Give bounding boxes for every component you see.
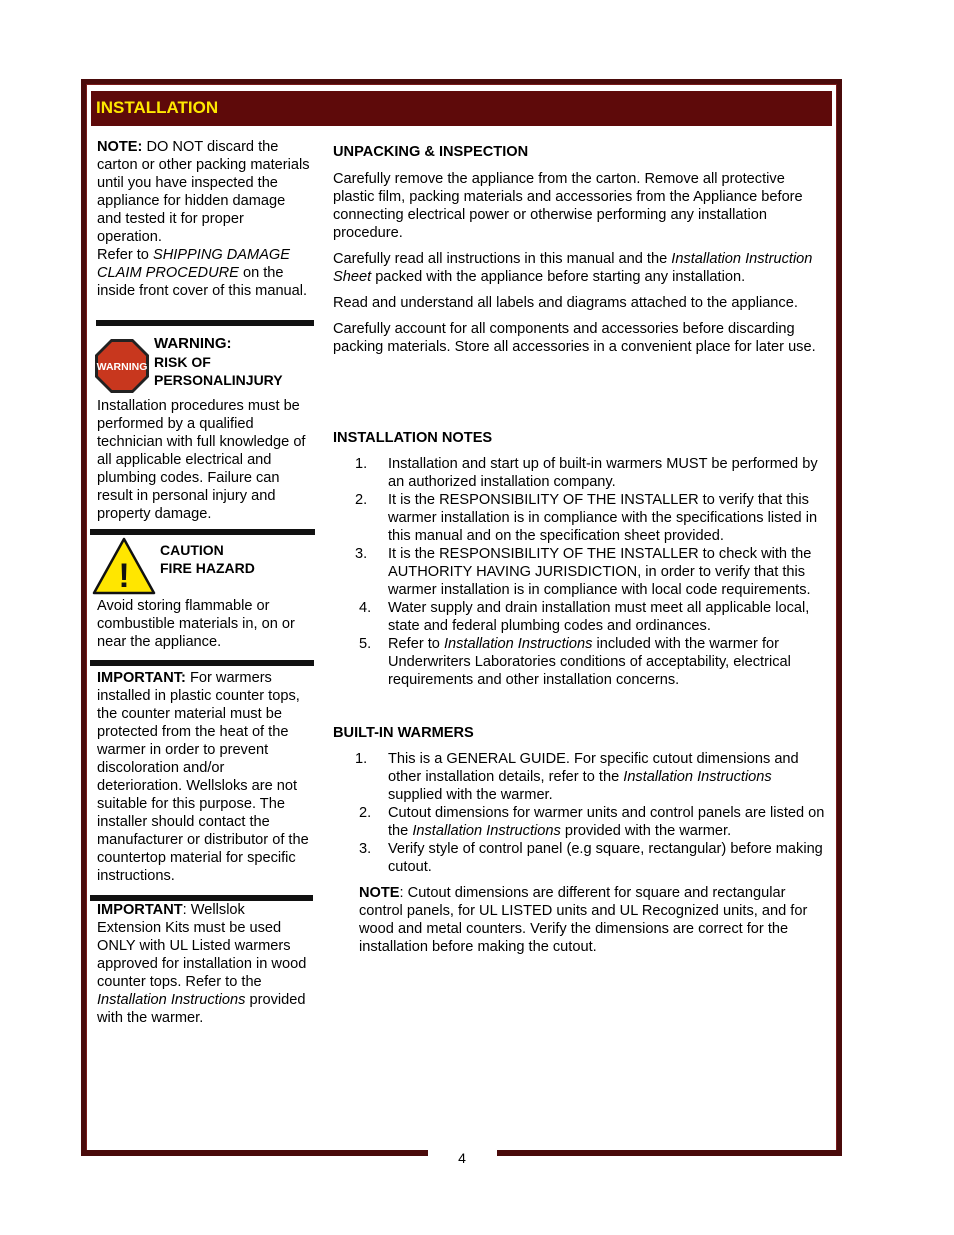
unpacking-p3: Read and understand all labels and diagrams attached to the appliance. bbox=[333, 295, 798, 311]
list-number: 2. bbox=[355, 492, 368, 508]
caution-title-1: CAUTION bbox=[160, 542, 224, 558]
list-text: Water supply and drain installation must meet all applicable local, state and federal plumbing codes and ordinances. bbox=[388, 600, 810, 634]
frame-bottom-right bbox=[497, 1150, 842, 1156]
built-in-note-label: NOTE bbox=[359, 885, 400, 901]
list-item bbox=[333, 491, 828, 545]
list-item bbox=[333, 455, 828, 491]
list-number: 5. bbox=[359, 636, 372, 652]
list-number: 1. bbox=[355, 456, 368, 472]
important-label-2: IMPORTANT bbox=[97, 902, 183, 918]
caution-title-2: FIRE HAZARD bbox=[160, 560, 255, 576]
built-in-warmers-section bbox=[333, 724, 828, 956]
note-label: NOTE: bbox=[97, 139, 143, 155]
installation-notes-list bbox=[333, 455, 828, 689]
important-italic-2: Installation Instructions bbox=[97, 992, 246, 1008]
frame-bottom-left bbox=[81, 1150, 428, 1156]
divider bbox=[96, 320, 314, 326]
list-text: Refer to bbox=[388, 636, 444, 652]
list-item bbox=[333, 750, 828, 804]
unpacking-p2-b: packed with the appliance before starting any installation. bbox=[371, 269, 746, 285]
list-text: This is a GENERAL GUIDE. For specific cutout dimensions and other installation details, refer to the bbox=[388, 751, 799, 785]
caution-title-block bbox=[160, 541, 315, 577]
list-text-italic: Installation Instructions bbox=[412, 823, 561, 839]
important-text-1: For warmers installed in plastic counter tops, the counter material must be protected from the heat of the warmer in order to prevent discoloration and/or deterioration. Wellsloks are not suitable for this purpose. The installer should contact the manufacturer or distributor of the countertop material for specific instructions. bbox=[97, 670, 309, 884]
warning-title: WARNING: bbox=[154, 335, 232, 352]
warning-title-block bbox=[154, 335, 314, 389]
built-in-note bbox=[333, 884, 828, 956]
page-number: 4 bbox=[458, 1150, 466, 1166]
warning-body: Installation procedures must be performed by a qualified technician with full knowledge of all applicable electrical and plumbing codes. Failure can result in personal injury and property damage. bbox=[97, 398, 306, 522]
list-item bbox=[333, 599, 828, 635]
list-item bbox=[333, 804, 828, 840]
list-text: Verify style of control panel (e.g square, rectangular) before making cutout. bbox=[388, 841, 823, 875]
installation-notes-heading: INSTALLATION NOTES bbox=[333, 430, 493, 446]
important-text-2a: : Wellslok Extension Kits must be used ONLY with UL Listed warmers approved for installation in wood counter tops. Refer to the bbox=[97, 902, 307, 990]
list-text: Cutout dimensions for warmer units and control panels are listed on the bbox=[388, 805, 825, 839]
unpacking-heading: UNPACKING & INSPECTION bbox=[333, 144, 529, 160]
important-label-1: IMPORTANT: bbox=[97, 670, 186, 686]
note-refer-suffix: on the inside front cover of this manual. bbox=[97, 265, 308, 299]
unpacking-p2-italic: Installation Instruction Sheet bbox=[333, 251, 813, 285]
caution-triangle-icon bbox=[92, 537, 156, 595]
unpacking-p4: Carefully account for all components and accessories before discarding packing materials. Store all accessories in a convenient place for later use. bbox=[333, 321, 816, 355]
list-number: 2. bbox=[359, 805, 372, 821]
built-in-warmers-list bbox=[333, 750, 828, 876]
section-title: INSTALLATION bbox=[96, 98, 219, 117]
warning-subtitle-1: RISK OF bbox=[154, 354, 211, 370]
important-text-2b: provided with the warmer. bbox=[97, 992, 306, 1026]
section-header bbox=[91, 91, 832, 126]
installation-notes-section bbox=[333, 429, 828, 689]
built-in-warmers-heading: BUILT-IN WARMERS bbox=[333, 725, 474, 741]
list-text-italic: Installation Instructions bbox=[443, 636, 593, 652]
list-item bbox=[333, 545, 828, 599]
list-text: It is the RESPONSIBILITY OF THE INSTALLER to verify that this warmer installation is in compliance with the specifications listed in this manual and on the specification sheet provided. bbox=[388, 492, 818, 544]
list-text: supplied with the warmer. bbox=[388, 787, 553, 803]
note-refer-italic: SHIPPING DAMAGE CLAIM PROCEDURE bbox=[97, 247, 291, 281]
divider bbox=[90, 660, 314, 666]
divider bbox=[90, 529, 315, 535]
warning-subtitle-2: PERSONALINJURY bbox=[154, 372, 283, 388]
unpacking-section bbox=[333, 143, 828, 364]
unpacking-p1: Carefully remove the appliance from the carton. Remove all protective plastic film, packing materials and accessories from the Appliance before connecting electrical power or otherwise performing any installation procedure. bbox=[333, 171, 803, 241]
caution-sign-text: ! bbox=[118, 557, 130, 595]
list-item bbox=[333, 635, 828, 689]
list-number: 1. bbox=[355, 751, 368, 767]
list-text: Installation and start up of built-in warmers MUST be performed by an authorized installation company. bbox=[388, 456, 818, 490]
note-text: DO NOT discard the carton or other packing materials until you have inspected the appliance for hidden damage and tested it for proper operation. bbox=[97, 139, 310, 245]
list-text: It is the RESPONSIBILITY OF THE INSTALLER to check with the AUTHORITY HAVING JURISDICTION, in order to verify that this warmer installation is in compliance with local code requirements. bbox=[388, 546, 812, 598]
important-block-2 bbox=[97, 901, 311, 1027]
list-number: 3. bbox=[355, 546, 368, 562]
important-block-1 bbox=[97, 669, 311, 885]
warning-sign-icon bbox=[94, 338, 150, 394]
list-number: 3. bbox=[359, 841, 372, 857]
unpacking-p2-a: Carefully read all instructions in this manual and the bbox=[333, 251, 672, 267]
caution-body: Avoid storing flammable or combustible materials in, on or near the appliance. bbox=[97, 598, 295, 650]
list-item bbox=[333, 840, 828, 876]
note-refer-prefix: Refer to bbox=[97, 247, 153, 263]
list-text: provided with the warmer. bbox=[560, 823, 732, 839]
warning-sign-text: WARNING bbox=[96, 361, 148, 373]
unpacking-p2 bbox=[333, 250, 828, 286]
list-number: 4. bbox=[359, 600, 372, 616]
list-text: included with the warmer for Underwriters Laboratories conditions of acceptability, electrical requirements and other installation concerns. bbox=[388, 636, 791, 688]
list-text-italic: Installation Instructions bbox=[623, 769, 772, 785]
note-block bbox=[97, 138, 311, 300]
built-in-note-text: : Cutout dimensions are different for square and rectangular control panels, for UL LISTED units and UL Recognized units, and for wood and metal counters. Verify the dimensions are correct for the installation before making the cutout. bbox=[359, 885, 808, 955]
